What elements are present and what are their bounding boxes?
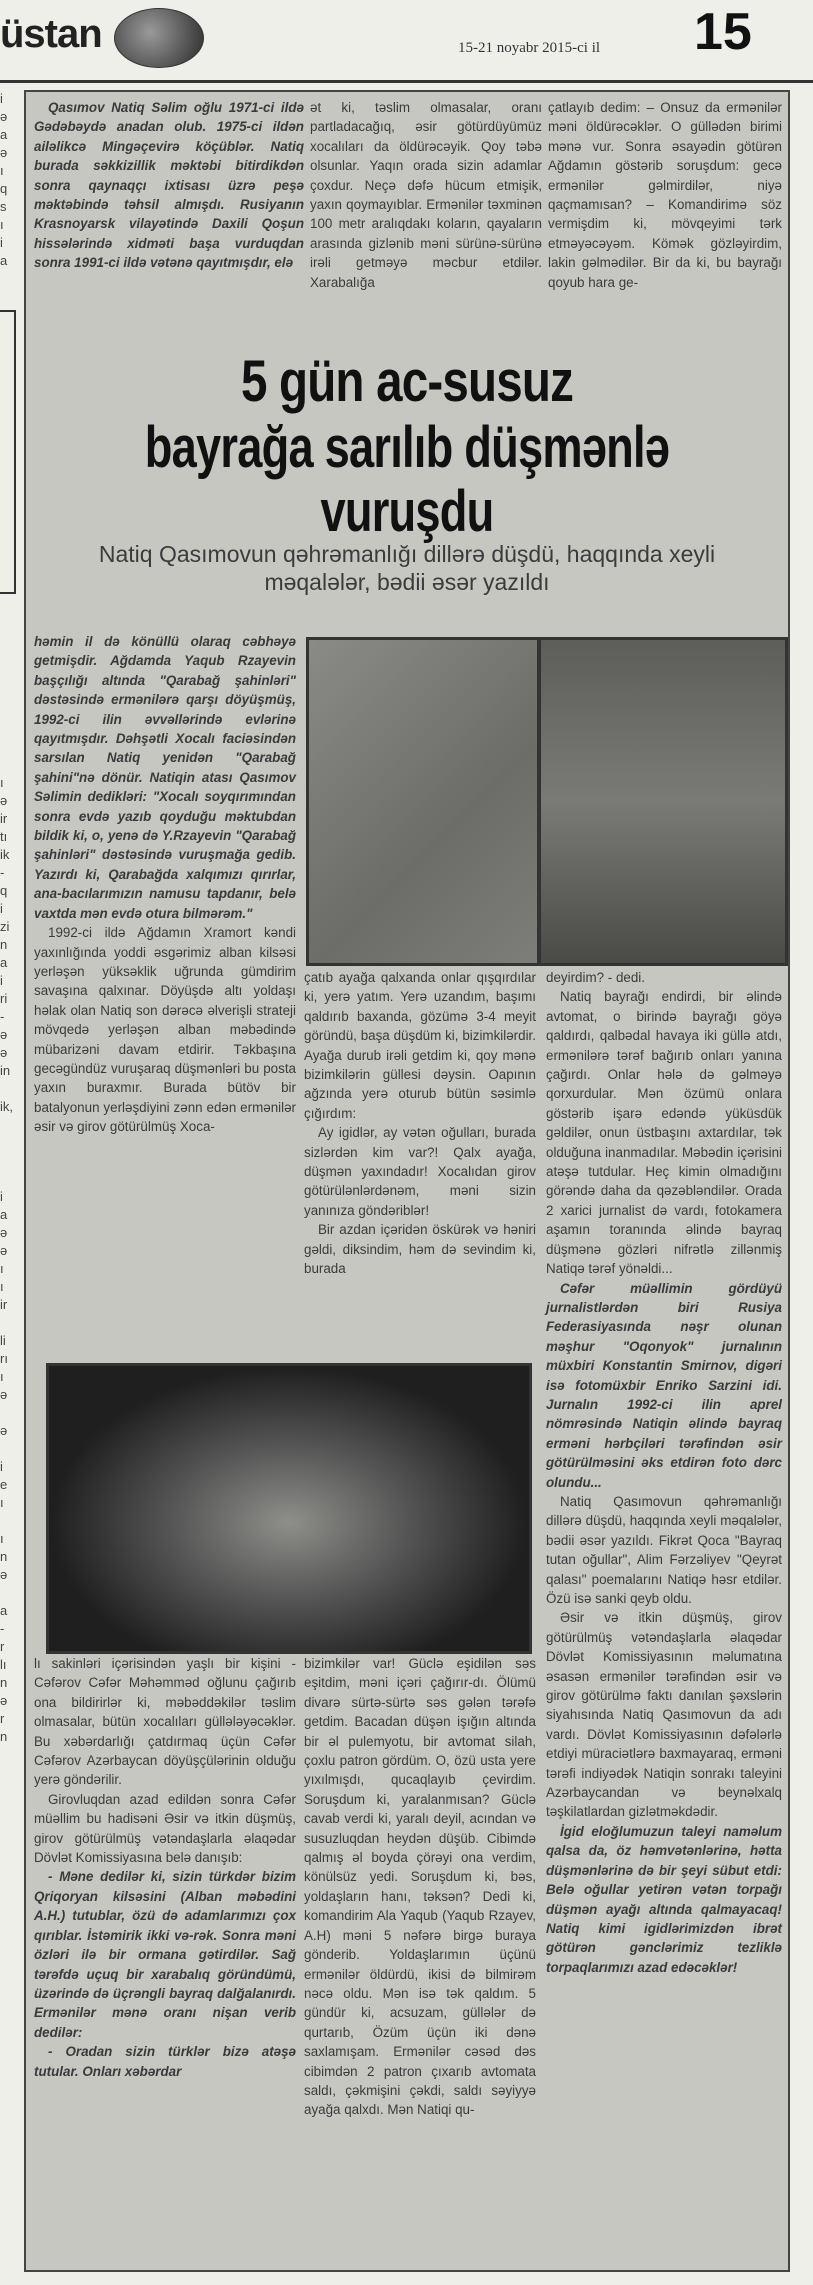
strip-fragment: a xyxy=(0,1207,8,1222)
strip-fragment: ı xyxy=(0,1279,4,1294)
strip-fragment: - xyxy=(0,865,5,880)
strip-fragment: ı xyxy=(0,1495,4,1510)
strip-fragment: e xyxy=(0,1477,8,1492)
strip-fragment: ir xyxy=(0,811,8,826)
strip-fragment: ri xyxy=(0,991,8,1006)
paragraph: Ay igidlər, ay vətən oğulları, burada sizlərdən kim var?! Qalx ayağa, düşmən yaxındadır! Xocalıdan girov götürülənlərdənəm, məni sizin yanınıza göndəriblər! xyxy=(304,1125,536,1218)
strip-fragment: ı xyxy=(0,775,4,790)
strip-fragment: i xyxy=(0,1189,3,1204)
paragraph: Cəfər müəllimin gördüyü jurnalistlərdən biri Rusiya Federasiyasında nəşr olunan məşhur "Oqonyok" jurnalının müxbiri Konstantin Smirnov, digəri isə fotomüxbir Enriko Sarzini idi. Jurnalın 1992-ci ilin aprel nömrəsində Natiqin əlində bayraq erməni hərbçiləri tərəfindən əsir götürülməsini əks etdirən foto dərc olundu... xyxy=(546,1280,782,1490)
strip-fragment xyxy=(0,270,18,288)
paragraph: ət ki, təslim olmasalar, oranı partladacağıq, əsir götürdüyümüz xocalıları da öldürəcəyik. Qoy təbə olsunlar. Yaqın orada sizin adamlar çoxdur. Neçə dəfə hücum etmişik, yaxın qoymayıblar. Ermənilər təxminən 100 metr aralıqdakı koların, qayaların arasında gizlənib məni sürünə-sürünə irəli getməyə məcbur etdilər. Xarabalığa xyxy=(310,100,542,290)
globe-logo-icon xyxy=(114,8,204,68)
strip-fragment: a xyxy=(0,1603,8,1618)
paragraph: bizimkilər var! Güclə eşidilən səs eşitdim, məni içəri çağırır-dı. Ölümü divarə sürtə-sürtə səs gələn tərəfə getdim. Bacadan düşən işığın altında bir əl pulemyotu, bir avtomat silah, çoxlu patron gördüm. O, özü usta yere yıxılmışdı, qucaqlayıb çevirdim. Soruşdum ki, yaralanmısan? Güclə cavab verdi ki, yaralı deyil, acından və susuzluqdan heydən düşüb. Cibimdə qalmış əl boyda çörəyi ona verdim, könülsüz yedi. Soruşdum ki, bəs, yoldaşların hanı, təksən? Dedi ki, komandirim Ala Yaqub (Yaqub Rzayev, A.H) məni 5 nəfərə birgə buraya gönderib. Yoldaşlarımın üçünü ermənilər öldürdü, ikisi də bilmirəm nəcə oldu. Mən isə tək qaldım. 5 gündür ki, acsuzam, güllələr də qurtarıb, Özüm üçün iki dənə saxlamışam. Ermənilər cəsəd dəs cibimdən 2 patron çıxarıb avtomata saldı, çəkmişini çəkdi, saldı səyiyyə ayağa qalxdı. Mən Natiqi qu- xyxy=(304,1656,536,2118)
strip-fragment: ə xyxy=(0,1693,8,1708)
adjacent-photo-fragment xyxy=(0,310,16,594)
strip-fragment xyxy=(0,630,18,648)
strip-fragment: a xyxy=(0,253,8,268)
strip-fragment: i xyxy=(0,901,3,916)
intro-column xyxy=(34,98,304,273)
bottom-middle-column xyxy=(304,1654,536,2120)
paragraph: Natiq bayrağı endirdi, bir əlində avtomat, o birində bayrağı göyə qaldırdı, qalbədal havaya iki güllə atdı, ermənilərə tərəf bağırıb onları yanına çağırdı. Onlar hələ də gəlməyə qorxurdular. Mən özümü onlara göstərib işarə edəndə yüküsdük gəldilər, onun üstbaşını axtardılar, tək olduğuna inanmadılar. Məbədin içərisini atəşə tutdular. Heç kimin olmadığını görəndə daha da qəzəbləndilər. Orada 2 xarici jurnalist də vardı, fotokamera aşamın toranında əlində bayraq düşmənə gözləri nifrətlə zillənmiş Natiqə tərəf yönəldi... xyxy=(546,989,782,1277)
strip-fragment: ı xyxy=(0,163,4,178)
bottom-photo xyxy=(46,1363,532,1654)
strip-fragment: ə xyxy=(0,145,8,160)
intro-paragraph: Qasımov Natiq Səlim oğlu 1971-ci ildə Gədəbəydə anadan olub. 1975-ci ildən ailəlikcə Mingəçevirə köçüblər. Natiq burada səkkizillik məktəbi bitirdikdən sonra qaynaqçı ixtisası üzrə peşə məktəbində təhsil almışdı. Rusiyanın Krasnoyarsk vilayətində Daxili Qoşun hissələrində xidməti başa vurduqdan sonra 1991-ci ildə vətənə qayıtmışdır, elə xyxy=(34,100,304,271)
strip-fragment xyxy=(0,1152,18,1170)
paragraph: lı sakinləri içərisindən yaşlı bir kişini - Cəfərov Cəfər Məhəmməd oğlunu çağırıb ona bildirirlər ki, məbəddəkilər təslim olmasalar, bütün xocalıları güllələyəcəklər. Bu xəbərdarlığı çatdırmaq üçün Cəfər Cəfərov Azərbaycan döyüşçülərinin olduğu yerə göndərilir. xyxy=(34,1656,296,1788)
strip-fragment: ı xyxy=(0,1531,4,1546)
strip-fragment: ı xyxy=(0,1369,4,1384)
strip-fragment: ə xyxy=(0,109,8,124)
headline xyxy=(34,350,780,544)
bottom-left-column xyxy=(34,1654,296,2081)
strip-fragment: ı xyxy=(0,1261,4,1276)
strip-fragment xyxy=(0,1512,18,1530)
soldier-with-flag-photo xyxy=(309,640,537,963)
strip-fragment: ə xyxy=(0,1027,8,1042)
strip-fragment: ı xyxy=(0,217,4,232)
strip-fragment: r xyxy=(0,1711,5,1726)
strip-fragment: ə xyxy=(0,1567,8,1582)
strip-fragment xyxy=(0,1404,18,1422)
masthead xyxy=(0,0,813,78)
strip-fragment: r xyxy=(0,1639,5,1654)
strip-fragment: tı xyxy=(0,829,8,844)
headline-line-2: bayrağa sarılıb düşmənlə vuruşdu xyxy=(144,415,670,544)
paragraph: Əsir və itkin düşmüş, girov götürülmüş vətəndaşlarla əlaqədar Dövlət Komissiyasının məlumatına əsasən ermənilər tərəfindən əsir və girov götürülmə faktı danılan şəxslərin siyahısında Natiq Qasımovun da adı vardı. Dövlət Komissiyasının dəfələrlə etdiyi müraciətlərə baxmayaraq, erməni tərəfi indiyədək Natiqin sonrakı taleyini Azərbaycandan və beynəlxalq təşkilatlardan gizlətməkdədir. xyxy=(546,1610,782,1820)
strip-fragment: ə xyxy=(0,1387,8,1402)
strip-fragment: - xyxy=(0,1009,5,1024)
strip-fragment: i xyxy=(0,973,3,988)
strip-fragment: in xyxy=(0,1063,11,1078)
subheadline: Natiq Qasımovun qəhrəmanlığı dillərə düşdü, haqqında xeyli məqalələr, bədii əsər yazıldı xyxy=(98,541,716,595)
strip-fragment: i xyxy=(0,1459,3,1474)
strip-fragment: li xyxy=(0,1333,6,1348)
strip-fragment: n xyxy=(0,1675,8,1690)
paragraph: 1992-ci ildə Ağdamın Xramort kəndi yaxınlığında yoddi əsgərimiz alban kilsəsi yerləşən yüksəklik uğrunda gümdirim savaşına qalxınar. Döyüşdə altı yoldaşı həlak olan Natiq son dərəcə əlverişli strateji mövqedə yerləşən alban məbədində mübarizəni davam etdirir. Təkbaşına gecəgündüz vuruşaraq düşmənləri bu posta yaxın buraxmır. Burada bütöv bir batalyonun yerləşdiyini zənn edən ermənilər əsir və girov götürülmüş Xoca- xyxy=(34,925,296,1135)
strip-fragment xyxy=(0,702,18,720)
strip-fragment: ik xyxy=(0,847,10,862)
body-middle-column xyxy=(304,968,536,1279)
strip-fragment xyxy=(0,648,18,666)
paragraph: çatlayıb dedim: – Onsuz da ermənilər məni öldürəcəklər. O güllədən birimi mənə vur. Sonra əsayədin götürən Ağdamın göstərib soruşdum: gecə ermənilər gəlmirdilər, niyə qaçmamısan? – Komandirimə söz vermişdim ki, mövqeyimi tərk etməyəcəyəm. Kömək gözləyirdim, lakin gəlmədilər. Bir da ki, bu bayrağı qoyub hara ge- xyxy=(548,100,782,290)
strip-fragment: a xyxy=(0,127,8,142)
issue-date: 15-21 noyabr 2015-ci il xyxy=(458,40,601,56)
strip-fragment: n xyxy=(0,937,8,952)
page-number: 15 xyxy=(694,3,752,61)
strip-fragment xyxy=(0,666,18,684)
strip-fragment: ə xyxy=(0,793,8,808)
strip-fragment: ə xyxy=(0,1243,8,1258)
strip-fragment: zi xyxy=(0,919,10,934)
strip-fragment: rı xyxy=(0,1351,8,1366)
strip-fragment: a xyxy=(0,955,8,970)
paragraph: həmin il də könüllü olaraq cəbhəyə getmişdir. Ağdamda Yaqub Rzayevin başçılığı altında "Qarabağ şahinləri" dəstəsində ermənilərə qarşı döyüşmüş, 1992-ci ilin əvvəllərində evlərinə qayıtmışdır. Dəhşətli Xocalı faciəsindən sarsılan Natiq yenidən "Qarabağ şahini"nə dönür. Natiqin atası Qasımov Səlimin dedikləri: "Xocalı soyqırımından sonra evdə yazıb qoyduğu məktubdan bildik ki, o, yenə də Y.Rzayevin "Qarabağ şahinləri" dəstəsində vuruşmağa gedib. Yazırdı ki, Qarabağda xalqımızı qırırlar, ana-bacılarımızın namusu tapdanır, belə vaxtda mən evdə otura bilmərəm." xyxy=(34,634,296,921)
paragraph: çatıb ayağa qalxanda onlar qışqırdılar ki, yerə yatım. Yerə uzandım, başımı qaldırıb baxanda, gözümə 3-4 meyit göründü, başa düşdüm ki, bizimkilərdir. Ayağa durub irəli getdim ki, qoy mənə bizimkilərin güllesi dəysin. Oapının ağzında yerə oturub bütün səsimlə çığırdım: xyxy=(304,970,536,1121)
paragraph: Natiq Qasımovun qəhrəmanlığı dillərə düşdü, haqqında xeyli məqalələr, bədii əsər yazıldı. Fikrət Qoca "Bayraq tutan oğullar", Alim Fərzəliyev "Qeyrət qalası" poemalarını Natiqə həsr etdilər. Özü isə sanki qeyb oldu. xyxy=(546,1493,782,1606)
strip-fragment: n xyxy=(0,1729,8,1744)
strip-fragment xyxy=(0,1584,18,1602)
strip-fragment: ə xyxy=(0,1423,8,1438)
strip-fragment: ə xyxy=(0,1045,8,1060)
captured-soldier-photo xyxy=(49,1366,529,1651)
strip-fragment: i xyxy=(0,91,3,106)
strip-fragment: q xyxy=(0,883,8,898)
strip-fragment: ir xyxy=(0,1297,8,1312)
strip-fragment xyxy=(0,1116,18,1134)
top-photo xyxy=(306,637,788,966)
article xyxy=(24,90,790,2272)
strip-fragment: ə xyxy=(0,1225,8,1240)
top-middle-column xyxy=(310,98,542,292)
paragraph: İgid eloğlumuzun taleyi naməlum qalsa da, öz həmvətənlərinə, hətta düşmənlərinə də bir şeyi sübut etdi: Belə oğullar yetirən vətən torpağı düşmən ayağı altında qalmayacaq! Natiq kimi igidlərimizdən ibrət götürən gənclərimiz tezliklə torpaqlarımızı azad edəcəklər! xyxy=(546,1823,782,1975)
strip-fragment xyxy=(0,612,18,630)
strip-fragment: lı xyxy=(0,1657,7,1672)
paragraph: - Oradan sizin türklər bizə atəşə tutular. Onları xəbərdar xyxy=(34,2044,296,2079)
strip-fragment: n xyxy=(0,1549,8,1564)
headline-line-1: 5 gün ac-susuz xyxy=(240,349,574,414)
strip-fragment xyxy=(0,684,18,702)
portrait-photo xyxy=(541,640,785,963)
strip-fragment xyxy=(0,1080,18,1098)
strip-fragment xyxy=(0,1314,18,1332)
strip-fragment: i xyxy=(0,235,3,250)
strip-fragment: - xyxy=(0,1621,5,1636)
strip-fragment xyxy=(0,288,18,306)
strip-fragment xyxy=(0,594,18,612)
strip-fragment xyxy=(0,756,18,774)
masthead-rule xyxy=(0,80,813,83)
paragraph: Girovluqdan azad edildən sonra Cəfər müəllim bu hadisəni Əsir və itkin düşmüş, girov götürülmüş vətəndaşlarla əlaqədar Dövlət Komissiyasına belə danışıb: xyxy=(34,1791,296,1866)
strip-fragment: ik, xyxy=(0,1099,13,1114)
body-right-column xyxy=(546,968,782,1977)
strip-fragment xyxy=(0,1440,18,1458)
strip-fragment xyxy=(0,738,18,756)
body-left-column xyxy=(34,632,296,1137)
top-right-column xyxy=(548,98,782,292)
strip-fragment: q xyxy=(0,181,8,196)
strip-fragment xyxy=(0,1170,18,1188)
strip-fragment: s xyxy=(0,199,7,214)
strip-fragment xyxy=(0,1134,18,1152)
paragraph: - Məne dedilər ki, sizin türkdər bizim Qriqoryan kilsəsini (Alban məbədini A.H.) tutublar, özü də adamlarımızı çox qırıblar. İstəmirik ikki və-rək. Sonra məni özləri ilə bir ormana gətirdilər. Sağ tərəfdə uçuq bir xarabalıq göründümü, üzərində də üçrəngli bayraq dalğalanırdı. Ermənilər mənə oranı nişan verib dedilər: xyxy=(34,1869,296,2040)
paragraph: Bir azdan içəridən öskürək və həniri gəldi, diksindim, həm də sevindim ki, burada xyxy=(304,1222,536,1277)
strip-fragment xyxy=(0,720,18,738)
paragraph: deyirdim? - dedi. xyxy=(546,970,645,985)
newspaper-name: üstan xyxy=(0,12,102,56)
